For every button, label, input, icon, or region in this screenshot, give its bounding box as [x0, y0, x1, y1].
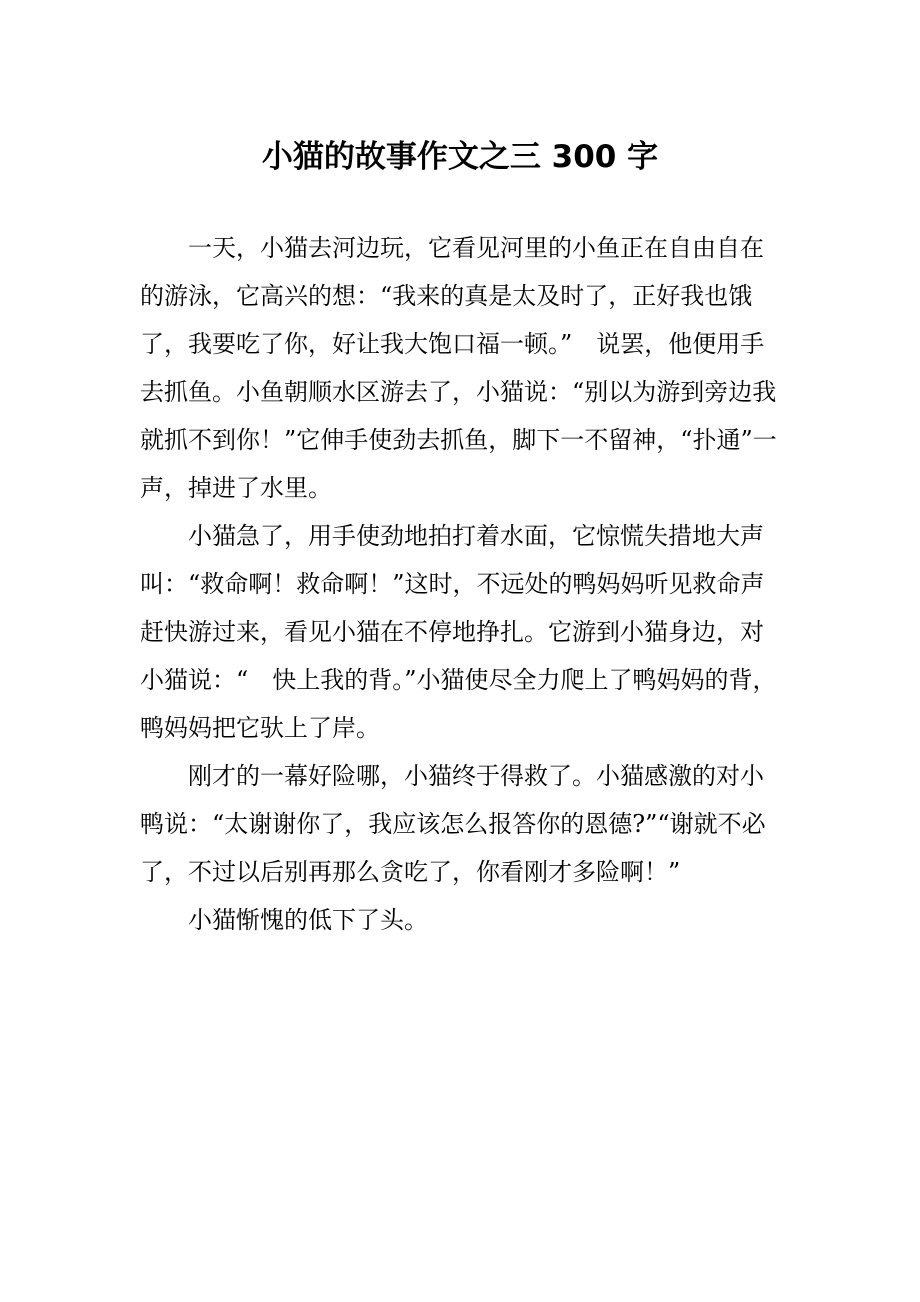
paragraph-3: 刚才的一幕好险哪，小猫终于得救了。小猫感激的对小鸭说：“太谢谢你了，我应该怎么报答你的恩德?”“谢就不必了，不过以后别再那么贪吃了，你看刚才多险啊！”	[140, 762, 766, 886]
paragraph-1: 一天，小猫去河边玩，它看见河里的小鱼正在自由自在的游泳，它高兴的想：“我来的真是太及时了，正好我也饿了，我要吃了你，好让我大饱口福一顿。” 说罢，他便用手去抓鱼。小鱼朝顺水区游去了，小猫说：“别以为游到旁边我就抓不到你！”它伸手使劲去抓鱼，脚下一不留神，“扑通”一声，掉进了水里。	[140, 234, 777, 502]
document-body	[140, 224, 780, 944]
paragraph-4: 小猫惭愧的低下了头。	[188, 906, 428, 934]
paragraph-2: 小猫急了，用手使劲地拍打着水面，它惊慌失措地大声叫：“救命啊！救命啊！”这时，不远处的鸭妈妈听见救命声赶快游过来，看见小猫在不停地挣扎。它游到小猫身边，对小猫说：“ 快上我的背。”小猫使尽全力爬上了鸭妈妈的背，鸭妈妈把它驮上了岸。	[140, 522, 777, 742]
document-title: 小猫的故事作文之三 300 字	[261, 138, 659, 175]
